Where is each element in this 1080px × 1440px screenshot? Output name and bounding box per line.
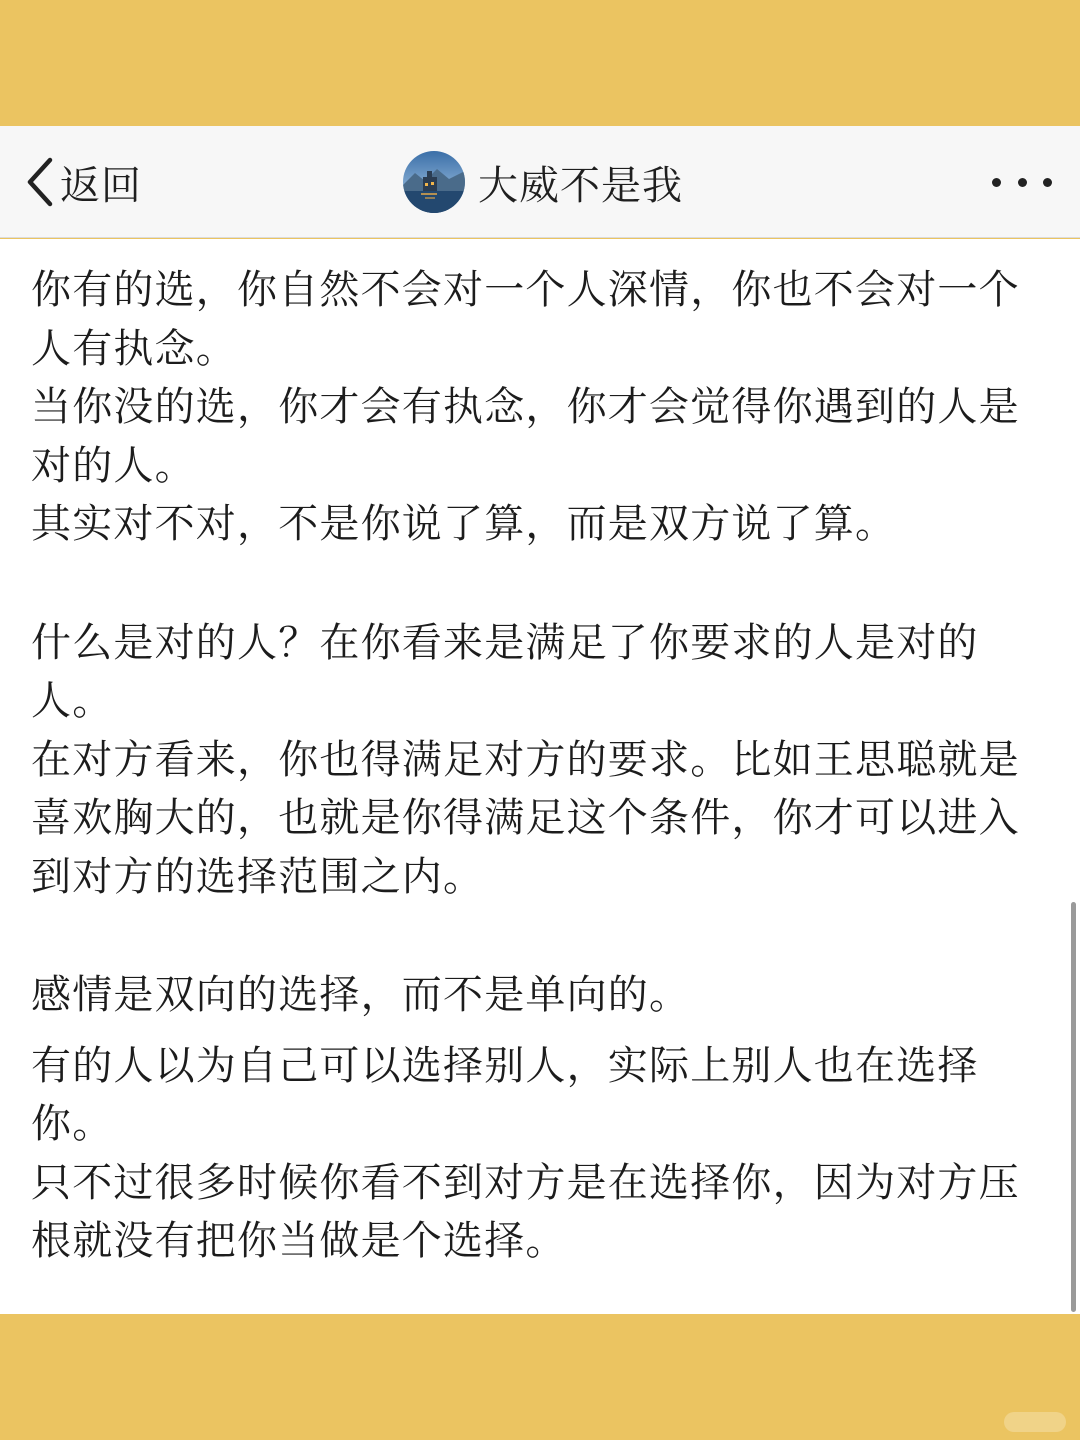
avatar[interactable] <box>403 151 465 213</box>
ellipsis-icon <box>992 178 1001 187</box>
article-body[interactable] <box>0 239 1080 1314</box>
paragraph: 有的人以为自己可以选择别人，实际上别人也在选择你。 <box>31 1042 979 1147</box>
paragraph: 其实对不对，不是你说了算，而是双方说了算。 <box>31 501 897 547</box>
page-title: 大威不是我 <box>478 162 683 209</box>
paragraph: 在对方看来，你也得满足对方的要求。比如王思聪就是喜欢胸大的，也就是你得满足这个条件，你才可以进入到对方的选择范围之内。 <box>31 736 1020 900</box>
vertical-scrollbar[interactable] <box>1071 902 1076 1312</box>
paragraph: 只不过很多时候你看不到对方是在选择你，因为对方压根就没有把你当做是个选择。 <box>31 1159 1020 1264</box>
paragraph: 你有的选，你自然不会对一个人深情，你也不会对一个人有执念。 <box>31 267 1020 372</box>
paragraph-spacer <box>31 906 1040 966</box>
top-color-band <box>0 0 1080 126</box>
more-options-button[interactable] <box>992 160 1052 204</box>
bottom-color-band <box>0 1314 1080 1440</box>
navigation-bar <box>0 126 1080 238</box>
chevron-left-icon <box>24 156 56 208</box>
paragraph: 感情是双向的选择，而不是单向的。 <box>31 972 691 1018</box>
paragraph-spacer <box>31 554 1040 614</box>
back-button[interactable] <box>24 156 142 208</box>
watermark <box>1004 1412 1066 1432</box>
ellipsis-icon-dot-3 <box>1043 178 1052 187</box>
paragraph-spacer <box>31 1025 1040 1037</box>
paragraph: 什么是对的人？在你看来是满足了你要求的人是对的人。 <box>31 619 979 724</box>
conversation-header[interactable] <box>403 150 683 214</box>
ellipsis-icon-dot-2 <box>1018 178 1027 187</box>
paragraph: 当你没的选，你才会有执念，你才会觉得你遇到的人是对的人。 <box>31 384 1020 489</box>
back-label: 返回 <box>60 162 142 209</box>
